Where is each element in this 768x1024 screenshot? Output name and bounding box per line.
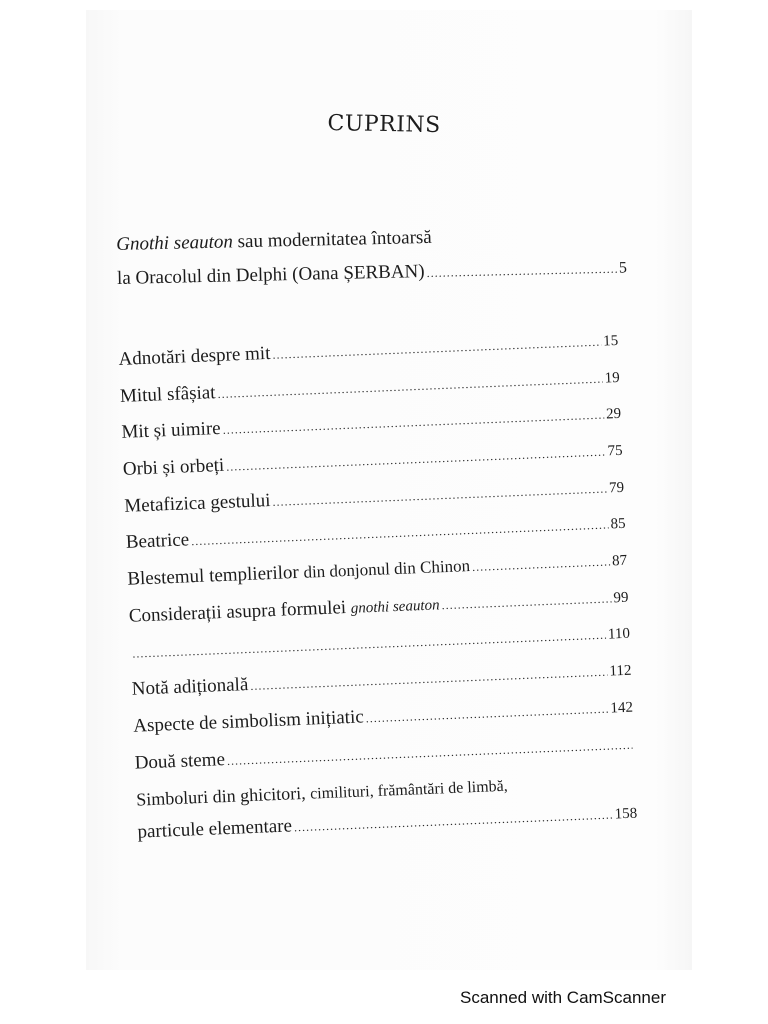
entry-title: Notă adițională — [131, 674, 249, 700]
intro-title-continued: la Oracolul din Delphi (Oana ȘERBAN) — [116, 261, 425, 289]
entry-title: Aspecte de simbolism inițiatic — [132, 706, 365, 737]
leader-dots — [426, 262, 617, 281]
entry-title-italic: gnothi seauton — [350, 597, 440, 617]
scanner-watermark: Scanned with CamScanner — [460, 988, 667, 1007]
page-number: 112 — [609, 662, 632, 680]
page-number: 142 — [610, 699, 634, 717]
page-number: 99 — [613, 589, 629, 607]
leader-dots — [441, 584, 612, 619]
entry-title: Beatrice — [125, 529, 190, 554]
page-number: 15 — [602, 332, 619, 350]
intro-title-rest: sau modernitatea întoarsă — [232, 226, 432, 253]
entry-title: Adnotări despre mit — [118, 342, 271, 370]
page-number: 29 — [605, 406, 622, 423]
entry-title: Mit și uimire — [121, 418, 222, 444]
entry-title: Mitul sfâșiat — [119, 381, 216, 407]
page-number: 5 — [618, 259, 628, 277]
page-number: 19 — [604, 369, 620, 387]
entry-title-part-b: din donjonul din Chinon — [303, 556, 471, 582]
leader-dots — [472, 548, 611, 582]
intro-italic-title: Gnothi seauton — [116, 231, 234, 255]
page-number: 75 — [607, 442, 623, 460]
entry-title-part-a: Blestemul templierilor — [126, 561, 304, 590]
page-number: 79 — [608, 479, 625, 497]
page-number: 158 — [614, 805, 638, 823]
entry-title: Două steme — [134, 748, 226, 774]
entry-title-part-b: cimilituri, frământări de limbă, — [309, 777, 509, 803]
toc-list — [118, 326, 638, 856]
entry-title-text: Considerații asupra formulei — [128, 596, 352, 627]
entry-title: Orbi și orbeți — [122, 454, 225, 480]
page-title: CUPRINS — [327, 111, 441, 139]
page-number: 85 — [610, 516, 626, 533]
page-number: 110 — [607, 625, 631, 643]
entry-title-continued: particule elementare — [137, 815, 293, 843]
entry-title-part-a: Simboluri din ghicitori, — [135, 782, 311, 810]
entry-title: Metafizica gestului — [124, 489, 271, 517]
toc-intro-entry — [116, 220, 627, 290]
page-number: 87 — [611, 552, 628, 570]
